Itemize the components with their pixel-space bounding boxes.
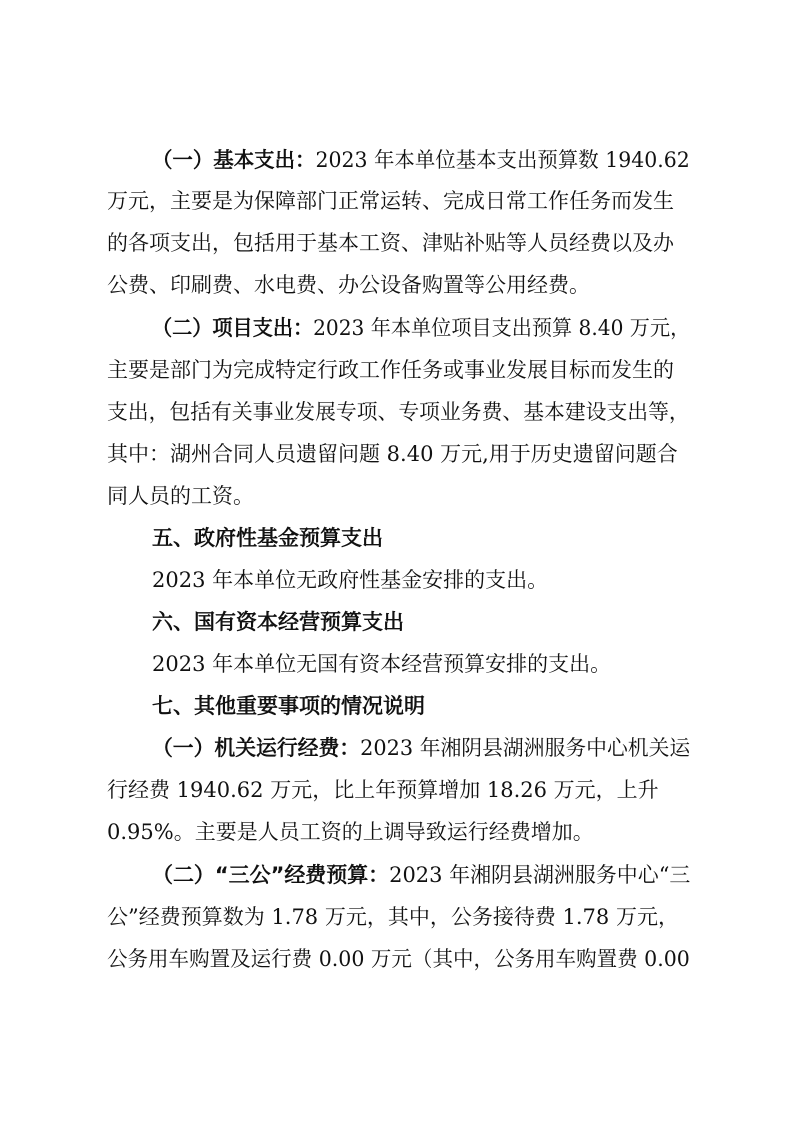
- section-heading-government-fund: 五、政府性基金预算支出: [152, 526, 383, 550]
- paragraph-three-public-line-3: 公务用车购置及运行费 0.00 万元（其中，公务用车购置费 0.00: [107, 947, 690, 971]
- heading-project-expenditure: （二）项目支出：: [152, 316, 314, 340]
- paragraph-operating-expense-line-1: [152, 733, 690, 763]
- paragraph-operating-expense-line-3: 0.95%。主要是人员工资的上调导致运行经费增加。: [107, 820, 594, 844]
- section-heading-state-capital: 六、国有资本经营预算支出: [152, 610, 404, 634]
- paragraph-basic-expenditure-line-2: 万元，主要是为保障部门正常运转、完成日常工作任务而发生: [107, 189, 674, 213]
- paragraph-three-public-line-1: [152, 860, 690, 890]
- paragraph-government-fund: 2023 年本单位无政府性基金安排的支出。: [152, 568, 549, 592]
- paragraph-basic-expenditure-line-1: [152, 145, 690, 175]
- paragraph-project-expenditure-line-5: 同人员的工资。: [107, 484, 254, 508]
- text: 2023 年湘阴县湖洲服务中心机关运: [360, 736, 691, 760]
- heading-three-public: （二）“三公”经费预算：: [152, 863, 390, 887]
- paragraph-project-expenditure-line-3: 支出，包括有关事业发展专项、专项业务费、基本建设支出等，: [107, 400, 690, 424]
- paragraph-state-capital: 2023 年本单位无国有资本经营预算安排的支出。: [152, 652, 612, 676]
- paragraph-basic-expenditure-line-3: 的各项支出，包括用于基本工资、津贴补贴等人员经费以及办: [107, 231, 674, 255]
- paragraph-operating-expense-line-2: 行经费 1940.62 万元，比上年预算增加 18.26 万元，上升: [107, 778, 659, 802]
- paragraph-project-expenditure-line-1: [152, 313, 690, 343]
- text: 2023 年本单位基本支出预算数 1940.62: [315, 148, 690, 172]
- paragraph-three-public-line-2: 公”经费预算数为 1.78 万元，其中，公务接待费 1.78 万元，: [107, 905, 679, 929]
- heading-basic-expenditure: （一）基本支出：: [152, 148, 316, 172]
- text: 2023 年本单位项目支出预算 8.40 万元，: [313, 316, 691, 340]
- paragraph-basic-expenditure-line-4: 公费、印刷费、水电费、办公设备购置等公用经费。: [107, 273, 590, 297]
- text: 2023 年湘阴县湖洲服务中心“三: [389, 863, 691, 887]
- section-heading-other-matters: 七、其他重要事项的情况说明: [152, 694, 425, 718]
- heading-operating-expense: （一）机关运行经费：: [152, 736, 361, 760]
- paragraph-project-expenditure-line-2: 主要是部门为完成特定行政工作任务或事业发展目标而发生的: [107, 358, 674, 382]
- paragraph-project-expenditure-line-4: 其中：湖州合同人员遗留问题 8.40 万元,用于历史遗留问题合: [107, 442, 678, 466]
